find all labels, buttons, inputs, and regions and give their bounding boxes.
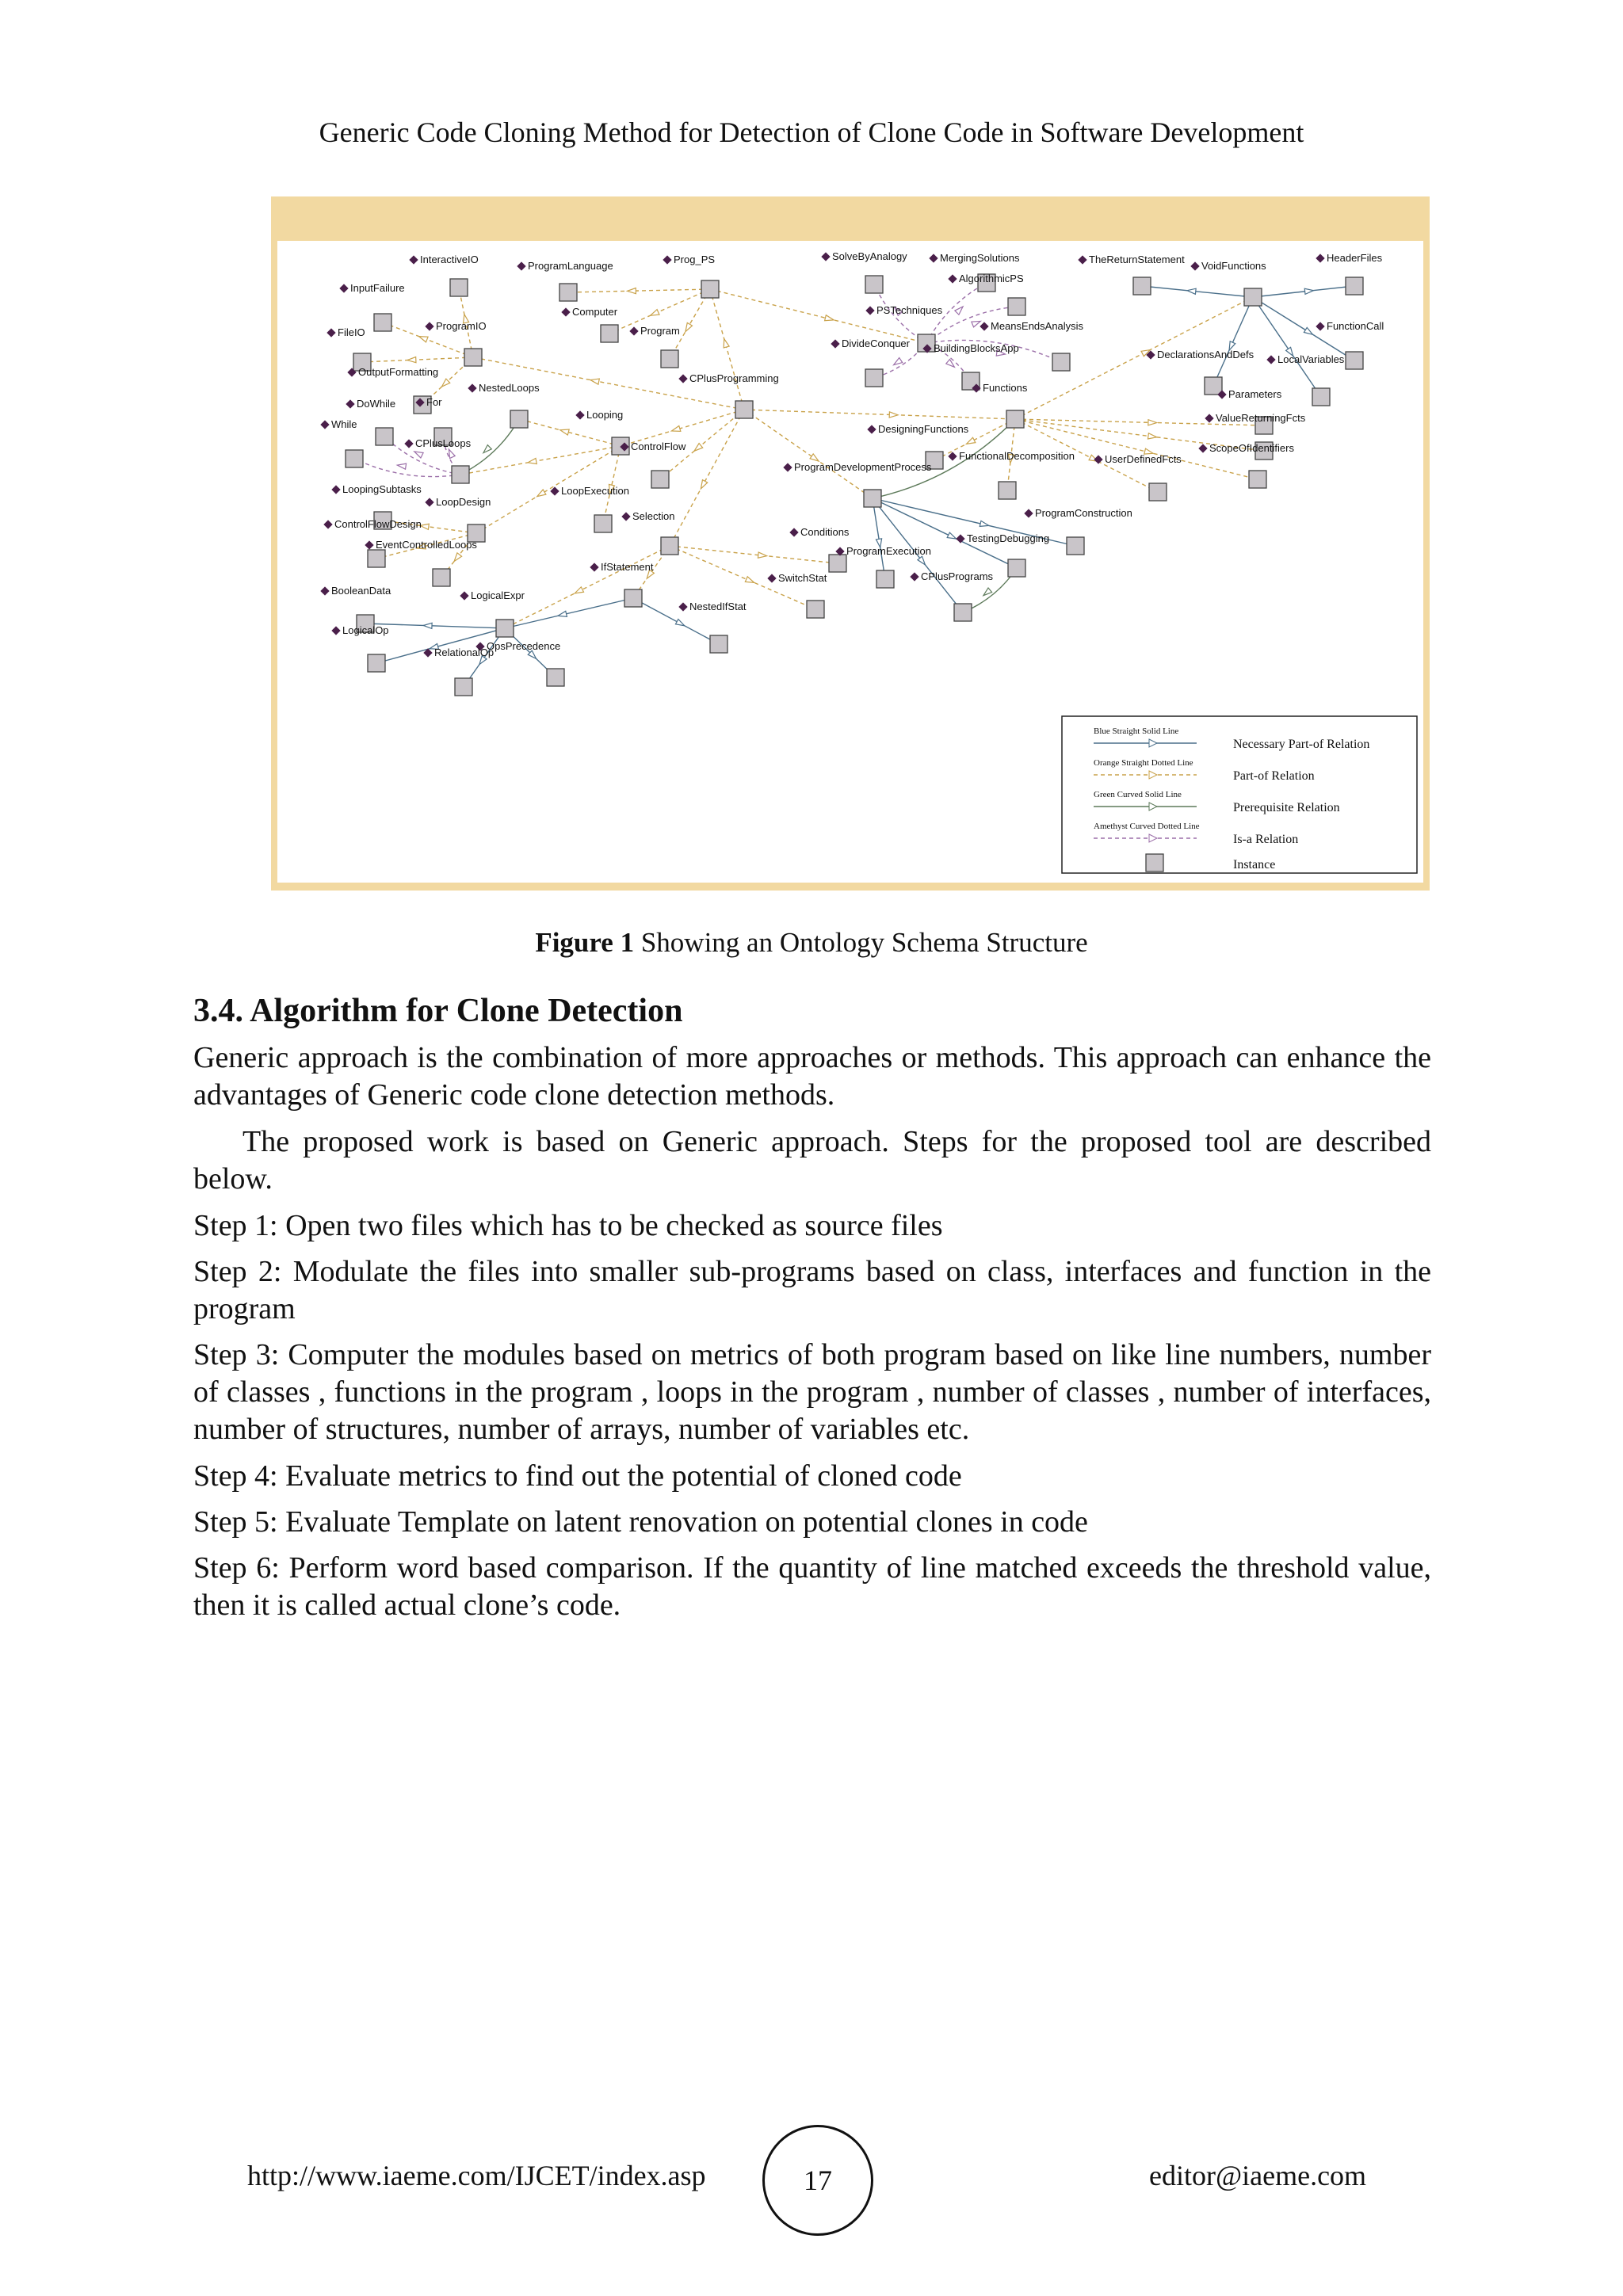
node-label: OutputFormatting — [358, 366, 439, 378]
node-label: ControlFlow — [631, 441, 686, 452]
node-label: FunctionCall — [1327, 320, 1384, 332]
edge-arrowhead — [947, 532, 956, 539]
legend-instance-label: Instance — [1233, 858, 1276, 871]
edge-arrowhead — [628, 288, 636, 294]
page-number-text: 17 — [804, 2164, 832, 2196]
node-diamond-icon — [948, 274, 957, 283]
ontology-node — [423, 646, 494, 696]
ontology-node — [1190, 260, 1266, 306]
paragraph-2: The proposed work is based on Generic approach. Steps for the proposed tool are described below. — [193, 1125, 1431, 1196]
ontology-node — [620, 441, 686, 488]
edge-arrowhead — [675, 619, 684, 625]
node-label: LoopDesign — [436, 496, 491, 508]
relation-edge — [670, 410, 744, 546]
step-6: Step 6: Perform word based comparison. If the quantity of line matched exceeds the threshold value, then it is called actual clone’s code. — [193, 1551, 1431, 1622]
node-diamond-icon — [767, 574, 776, 582]
edge-arrowhead — [558, 611, 567, 616]
node-label: ProgramDevelopmentProcess — [794, 461, 932, 473]
relation-edge — [362, 357, 473, 362]
edge-arrowhead — [983, 588, 992, 596]
node-label: DeclarationsAndDefs — [1157, 349, 1254, 360]
instance-box — [710, 635, 727, 653]
instance-box — [865, 369, 883, 387]
instance-box — [865, 276, 883, 293]
node-label: DivideConquer — [842, 338, 910, 349]
ontology-node — [409, 254, 478, 296]
relation-edge — [744, 410, 1015, 419]
node-label: LogicalOp — [342, 624, 389, 636]
instance-box — [701, 280, 719, 298]
node-label: DesigningFunctions — [878, 423, 969, 435]
node-diamond-icon — [425, 322, 433, 330]
node-diamond-icon — [980, 322, 988, 330]
figure-legend — [1062, 716, 1417, 873]
edge-arrowhead — [955, 307, 963, 315]
instance-box — [1249, 471, 1266, 488]
edge-arrowhead — [889, 412, 898, 418]
ontology-node — [948, 450, 1075, 499]
node-label: FunctionalDecomposition — [959, 450, 1075, 462]
node-label: ProgramIO — [436, 320, 487, 332]
edge-arrowhead — [980, 521, 988, 526]
edge-arrowhead — [745, 577, 754, 583]
node-label: ScopeOfIdentifiers — [1209, 442, 1294, 454]
instance-box — [876, 570, 894, 588]
edge-arrowhead — [575, 587, 583, 593]
ontology-node — [678, 601, 747, 653]
node-diamond-icon — [663, 255, 671, 264]
node-diamond-icon — [621, 512, 630, 521]
instance-box — [464, 349, 482, 366]
instance-box — [455, 678, 472, 696]
figure-caption — [0, 927, 1623, 959]
instance-box — [999, 482, 1016, 499]
node-label: Functions — [983, 382, 1028, 394]
edge-arrowhead — [420, 524, 429, 529]
edge-arrowhead — [694, 444, 703, 452]
edge-arrowhead — [685, 322, 693, 331]
node-label: InteractiveIO — [420, 254, 479, 265]
node-label: OpsPrecedence — [487, 640, 561, 652]
ontology-node — [517, 260, 613, 301]
node-label: Conditions — [800, 526, 850, 538]
instance-box — [1149, 483, 1167, 501]
node-label: EventControlledLoops — [376, 539, 477, 551]
node-diamond-icon — [867, 425, 876, 433]
relation-edge — [519, 419, 621, 446]
instance-box — [807, 601, 824, 618]
node-label: NestedIfStat — [689, 601, 747, 612]
edge-arrowhead — [537, 490, 546, 497]
node-diamond-icon — [425, 498, 433, 506]
node-label: NestedLoops — [479, 382, 540, 394]
edge-arrowhead — [528, 458, 537, 463]
instance-box — [450, 279, 468, 296]
node-diamond-icon — [1078, 255, 1086, 264]
ontology-node — [561, 306, 618, 342]
ontology-node — [468, 382, 540, 428]
ontology-node — [425, 496, 491, 542]
edge-arrowhead — [671, 425, 680, 431]
node-diamond-icon — [323, 520, 332, 528]
node-label: TheReturnStatement — [1089, 254, 1185, 265]
node-diamond-icon — [1316, 254, 1324, 262]
legend-line-label: Amethyst Curved Dotted Line — [1094, 822, 1200, 831]
ontology-node — [1094, 453, 1182, 501]
legend-line-label: Blue Straight Solid Line — [1094, 727, 1179, 736]
instance-box — [547, 669, 564, 686]
relation-edge — [505, 598, 633, 628]
edge-arrowhead — [1187, 288, 1196, 294]
node-diamond-icon — [409, 255, 418, 264]
instance-box — [376, 428, 393, 445]
ontology-node — [621, 510, 678, 555]
legend-meaning: Part-of Relation — [1233, 769, 1315, 783]
node-label: MergingSolutions — [940, 252, 1020, 264]
instance-box — [1052, 353, 1070, 371]
node-diamond-icon — [1266, 355, 1275, 364]
edge-arrowhead — [560, 429, 569, 435]
instance-box — [1006, 410, 1024, 428]
node-label: Selection — [632, 510, 675, 522]
node-diamond-icon — [590, 563, 598, 571]
instance-box — [496, 620, 514, 637]
node-label: InputFailure — [350, 282, 405, 294]
node-label: LoopingSubtasks — [342, 483, 422, 495]
node-diamond-icon — [865, 306, 874, 315]
node-label: UserDefinedFcts — [1105, 453, 1182, 465]
node-diamond-icon — [575, 410, 584, 419]
ontology-node — [767, 572, 827, 618]
instance-box — [1067, 537, 1084, 555]
edge-arrowhead — [825, 315, 834, 321]
instance-box — [1008, 559, 1025, 577]
node-diamond-icon — [831, 339, 839, 348]
node-label: VoidFunctions — [1201, 260, 1266, 272]
step-2: Step 2: Modulate the files into smaller sub-programs based on class, interfaces and function in the program — [193, 1255, 1431, 1325]
relation-edge — [1213, 297, 1253, 386]
instance-box — [651, 471, 669, 488]
ontology-node — [629, 325, 680, 368]
legend-meaning: Prerequisite Relation — [1233, 801, 1340, 814]
node-diamond-icon — [783, 463, 792, 471]
step-3: Step 3: Computer the modules based on metrics of both program based on like line numbers, number of classes , functions in the program , loops in the program , number of classes , number of interfaces, number of structures, number of arrays, number of variables etc. — [193, 1338, 1431, 1446]
node-diamond-icon — [320, 420, 329, 429]
node-label: LoopExecution — [561, 485, 630, 497]
footer-url[interactable]: http://www.iaeme.com/IJCET/index.asp — [247, 2160, 706, 2191]
edge-arrowhead — [414, 452, 423, 458]
node-label: CPlusLoops — [415, 437, 472, 449]
edge-arrowhead — [1304, 327, 1312, 334]
figure-caption-label: Figure 1 — [535, 927, 635, 958]
edge-arrowhead — [894, 358, 903, 365]
node-diamond-icon — [331, 626, 340, 635]
instance-box — [433, 569, 450, 586]
node-diamond-icon — [365, 540, 373, 549]
node-label: ProgramConstruction — [1035, 507, 1132, 519]
instance-box — [1133, 277, 1151, 295]
node-diamond-icon — [468, 383, 476, 392]
instance-box — [601, 325, 618, 342]
relation-edge — [505, 546, 670, 628]
node-label: SolveByAnalogy — [832, 250, 907, 262]
node-label: Prog_PS — [674, 254, 716, 265]
node-diamond-icon — [821, 252, 830, 261]
node-label: LocalVariables — [1277, 353, 1345, 365]
instance-box — [452, 466, 469, 483]
node-label: Looping — [586, 409, 624, 421]
ontology-node — [678, 372, 778, 418]
node-label: ControlFlowDesign — [334, 518, 422, 530]
edge-arrowhead — [397, 463, 406, 469]
relation-edge — [670, 546, 838, 563]
instance-box — [829, 555, 846, 572]
ontology-figure — [271, 196, 1430, 891]
instance-box — [954, 604, 972, 621]
page-number — [762, 2125, 873, 2236]
node-diamond-icon — [1094, 455, 1102, 463]
relation-edge — [1253, 286, 1354, 297]
running-header: Generic Code Cloning Method for Detection of Clone Code in Software Development — [319, 116, 1304, 148]
ontology-node — [929, 252, 1020, 292]
relation-edge — [744, 410, 873, 498]
ontology-node — [1217, 388, 1281, 434]
node-label: AlgorithmicPS — [959, 273, 1024, 284]
node-diamond-icon — [460, 591, 468, 600]
node-label: LogicalExpr — [471, 589, 525, 601]
node-diamond-icon — [561, 307, 570, 316]
node-label: Program — [640, 325, 680, 337]
section-heading: 3.4. Algorithm for Clone Detection — [193, 993, 683, 1029]
node-diamond-icon — [346, 399, 354, 408]
edge-arrowhead — [407, 357, 416, 363]
instance-box — [661, 350, 678, 368]
instance-box — [374, 314, 391, 331]
ontology-node — [1024, 507, 1132, 555]
node-diamond-icon — [1024, 509, 1033, 517]
ontology-node — [663, 254, 719, 298]
footer-email[interactable]: editor@iaeme.com — [1149, 2160, 1367, 2191]
relation-edge — [354, 459, 460, 477]
node-label: CPlusPrograms — [921, 570, 994, 582]
node-diamond-icon — [1316, 322, 1324, 330]
figure-canvas — [277, 241, 1423, 883]
diagram-nodes — [320, 250, 1384, 696]
ontology-node — [783, 461, 932, 507]
step-1: Step 1: Open two files which has to be checked as source files — [193, 1209, 943, 1242]
node-label: TestingDebugging — [967, 532, 1050, 544]
step-4: Step 4: Evaluate metrics to find out the potential of cloned code — [193, 1459, 962, 1493]
edge-arrowhead — [454, 553, 462, 562]
instance-box — [594, 515, 612, 532]
edge-arrowhead — [972, 321, 980, 326]
node-label: ValueReturningFcts — [1216, 412, 1306, 424]
node-label: FileIO — [338, 326, 365, 338]
edge-arrowhead — [483, 445, 491, 453]
instance-box — [1205, 377, 1222, 395]
ontology-diagram — [277, 241, 1423, 883]
node-diamond-icon — [331, 485, 340, 494]
node-label: SwitchStat — [778, 572, 827, 584]
edge-arrowhead — [419, 337, 428, 342]
node-diamond-icon — [1205, 414, 1213, 422]
node-diamond-icon — [629, 326, 638, 335]
ontology-node — [1198, 442, 1294, 488]
legend-line-label: Green Curved Solid Line — [1094, 790, 1182, 799]
node-diamond-icon — [327, 328, 335, 337]
step-5: Step 5: Evaluate Template on latent renovation on potential clones in code — [193, 1505, 1088, 1539]
relation-edge — [1142, 286, 1253, 297]
relation-edge — [710, 289, 744, 410]
node-label: DoWhile — [357, 398, 396, 410]
ontology-node — [910, 570, 993, 621]
instance-box — [559, 284, 577, 301]
node-label: For — [426, 396, 442, 408]
node-label: BooleanData — [331, 585, 391, 597]
node-diamond-icon — [1190, 261, 1199, 270]
node-diamond-icon — [678, 374, 687, 383]
instance-box — [368, 654, 385, 672]
node-diamond-icon — [339, 284, 348, 292]
node-diamond-icon — [678, 602, 687, 611]
edge-arrowhead — [449, 449, 455, 458]
ontology-node — [1316, 252, 1382, 295]
relation-edge — [1253, 297, 1321, 397]
relation-edge — [710, 289, 926, 343]
node-label: Computer — [572, 306, 618, 318]
edge-arrowhead — [590, 379, 599, 384]
instance-box — [1244, 288, 1262, 306]
node-label: ProgramExecution — [846, 545, 931, 557]
instance-box — [735, 401, 753, 418]
node-diamond-icon — [789, 528, 798, 536]
ontology-node — [339, 282, 404, 331]
edge-arrowhead — [1148, 420, 1157, 425]
legend-line-label: Orange Straight Dotted Line — [1094, 758, 1193, 768]
edge-arrowhead — [441, 379, 449, 387]
edge-arrowhead — [1148, 433, 1156, 439]
instance-box — [1008, 298, 1025, 315]
node-diamond-icon — [910, 572, 918, 581]
node-diamond-icon — [929, 254, 938, 262]
node-diamond-icon — [1198, 444, 1207, 452]
relation-edge — [568, 289, 710, 292]
edge-arrowhead — [701, 480, 707, 489]
node-label: IfStatement — [601, 561, 654, 573]
node-diamond-icon — [404, 439, 413, 448]
ontology-node — [590, 561, 654, 607]
edge-arrowhead — [758, 552, 766, 558]
node-label: While — [331, 418, 357, 430]
instance-box — [510, 410, 528, 428]
node-label: CPlusProgramming — [689, 372, 779, 384]
node-label: RelationalOp — [434, 646, 495, 658]
edge-arrowhead — [724, 339, 729, 348]
paragraph-1: Generic approach is the combination of more approaches or methods. This approach can enhance the advantages of Generic code clone detection methods. — [193, 1041, 1431, 1112]
ontology-node — [331, 624, 388, 672]
legend-meaning: Is-a Relation — [1233, 833, 1299, 846]
legend-instance-icon — [1146, 854, 1163, 871]
node-label: MeansEndsAnalysis — [991, 320, 1084, 332]
figure-caption-text: Showing an Ontology Schema Structure — [634, 927, 1088, 958]
edge-arrowhead — [423, 623, 432, 628]
ontology-node — [327, 326, 371, 371]
edge-arrowhead — [651, 310, 659, 316]
node-diamond-icon — [320, 586, 329, 595]
ontology-node — [550, 485, 629, 532]
node-diamond-icon — [517, 261, 525, 270]
instance-box — [624, 589, 642, 607]
ontology-node — [972, 382, 1028, 428]
ontology-node — [320, 418, 363, 467]
instance-box — [864, 490, 881, 507]
instance-box — [1346, 277, 1363, 295]
node-label: BuildingBlocksApp — [934, 342, 1019, 354]
edge-arrowhead — [810, 454, 819, 461]
instance-box — [1312, 388, 1330, 406]
legend-meaning: Necessary Part-of Relation — [1233, 738, 1370, 751]
ontology-node — [821, 250, 907, 293]
node-label: PSTechniques — [876, 304, 943, 316]
node-label: HeaderFiles — [1327, 252, 1383, 264]
instance-box — [346, 450, 363, 467]
edge-arrowhead — [1304, 288, 1313, 294]
ontology-node — [460, 589, 525, 637]
edge-arrowhead — [967, 437, 976, 444]
instance-box — [661, 537, 678, 555]
instance-box — [1346, 352, 1363, 369]
edge-arrowhead — [918, 556, 926, 565]
node-label: ProgramLanguage — [528, 260, 613, 272]
node-label: Parameters — [1228, 388, 1282, 400]
instance-box — [368, 550, 385, 567]
